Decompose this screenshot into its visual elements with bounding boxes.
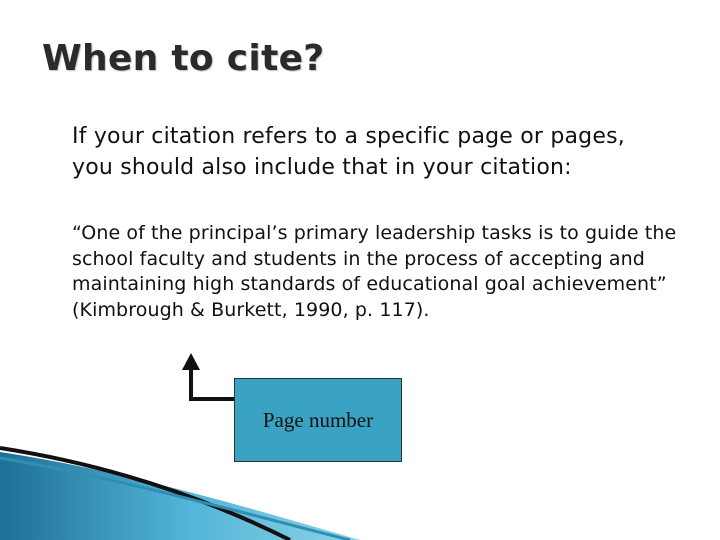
intro-text: If your citation refers to a specific page or pages, you should also include that in your citation: (72, 124, 625, 180)
slide-title: When to cite? (42, 38, 325, 79)
page-number-callout: Page number (234, 378, 402, 462)
quote-text: “One of the principal’s primary leadership tasks is to guide the school faculty and students in the process of accepting and maintaining high standards of educational goal achievement” (Kimbrough & Burkett, 1990, p. 117). (72, 222, 677, 321)
